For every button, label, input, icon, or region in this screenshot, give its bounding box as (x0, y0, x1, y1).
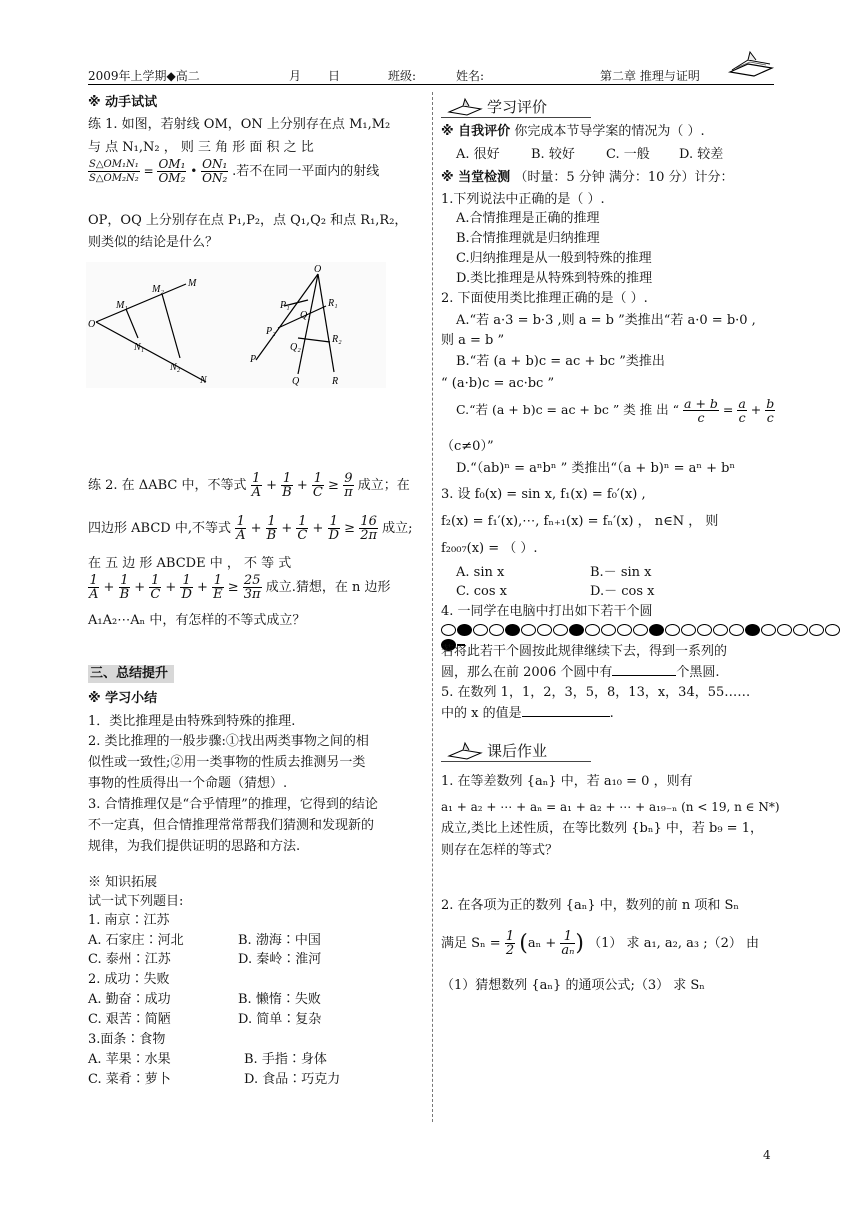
f-den: D (181, 587, 192, 602)
fig-label-o: O (88, 319, 96, 330)
q1-option: B.合情推理就是归纳推理 (456, 231, 600, 246)
ext-q3-option: D. 食品∶巧克力 (244, 1072, 341, 1087)
q4-line1: 4. 一同学在电脑中打出如下若干个圆 (441, 604, 653, 619)
ex2-line4 (88, 574, 391, 601)
f-num: 1 (180, 574, 192, 588)
f-num: 1 (328, 515, 340, 529)
ex2-l1-tail: 成立；在 (357, 478, 410, 493)
hw1-line1: 1. 在等差数列 {aₙ} 中，若 a₁₀ = 0 ，则有 (441, 774, 693, 789)
header-day: 日 (328, 69, 341, 83)
frac-on-num: ON₁ (202, 157, 228, 171)
q2-option-a1: A.“若 a·3 = b·3 ,则 a = b ”类推出“若 a·0 = b·0 , (456, 313, 756, 328)
summary-title: ※ 学习小结 (88, 691, 158, 706)
geq: ≥ (344, 521, 356, 536)
ext-q2-option: B. 懒惰∶失败 (238, 992, 321, 1007)
fig-label-p2: P₂ (266, 326, 276, 337)
book-icon (722, 48, 780, 80)
circle-empty (793, 624, 808, 636)
summary-line: 不一定真，但合情推理常常帮我们猜测和发现新的 (88, 818, 375, 833)
header-chapter: 第二章 推理与证明 (600, 69, 700, 83)
circle-empty (537, 624, 552, 636)
hw2-line2: 满足 Sₙ = $\frac{1}{2}$ (aₙ + $\frac{1}{\text{aₙ}}$ ) （1） 求 a₁, a₂, a₃ ;（2） 由 (441, 929, 760, 958)
q5-line1: 5. 在数列 1，1，2，3，5，8，13，x，34，55…… (441, 685, 751, 700)
ext-q1-option: A. 石家庄∶河北 (88, 933, 184, 948)
section-summary-heading: 三、总结提升 (88, 665, 174, 683)
q2-c-frac2-num: a (738, 396, 746, 411)
fig-label-p: P (250, 354, 257, 365)
q4-line3-tail: 个黑圆. (676, 665, 720, 680)
q3-line2: f₂(x) = f₁′(x),⋯, fₙ₊₁(x) = fₙ′(x) ， n∈N ， 则 (441, 514, 719, 529)
ext-q3: 3.面条∶食物 (88, 1032, 166, 1047)
fig-label-m1: M₁ (116, 300, 128, 311)
q3-line3: f₂₀₀₇(x) = （ ）. (441, 541, 538, 556)
ex2-l1-text: 练 2. 在 ΔABC 中，不等式 (88, 478, 247, 493)
fig-label-o2: O (314, 264, 322, 275)
banner-underline (441, 761, 591, 762)
ex2-l2-tail: 成立; (382, 521, 413, 536)
ex1-area-ratio (88, 158, 379, 185)
fig-label-m2: M₂ (152, 284, 164, 295)
q3-option: C. cos x (456, 584, 507, 599)
q3-line1: 3. 设 f₀(x) = sin x, f₁(x) = f₀′(x) , (441, 487, 646, 502)
circle-empty (825, 624, 840, 636)
dot-sign: • (190, 164, 198, 178)
geq: ≥ (328, 478, 339, 493)
fig-label-r: R (332, 376, 339, 387)
summary-line: 似性或一致性;②用一类事物的性质去推测另一类 (88, 755, 366, 770)
q4-line2: 若将此若干个圆按此规律继续下去，得到一系列的 (441, 644, 728, 659)
circle-empty (601, 624, 616, 636)
answer-blank[interactable] (522, 704, 610, 717)
f-num: 1 (267, 514, 276, 529)
summary-line: 3. 合情推理仅是“合乎情理”的推理，它得到的结论 (88, 797, 378, 812)
fig-label-n: N (200, 375, 207, 386)
circle-empty (697, 624, 712, 636)
f-den: B (282, 485, 292, 500)
plus: + (165, 580, 177, 595)
circle-filled (649, 624, 664, 636)
fig-label-r1: R₁ (328, 298, 338, 309)
half-den: 2 (505, 943, 515, 958)
f-num: 1 (252, 471, 261, 486)
summary-line: 规律，为我们提供证明的思路和方法. (88, 839, 301, 854)
q2-c-frac2-den: c (738, 410, 746, 425)
f-num: 9 (344, 471, 353, 486)
f-num: 1 (120, 573, 129, 588)
ex1-line4: OP，OQ 上分别存在点 P₁,P₂，点 Q₁,Q₂ 和点 R₁,R₂， (88, 213, 408, 228)
ext-q2-option: D. 简单∶复杂 (238, 1012, 322, 1027)
f-num: 1 (213, 573, 222, 588)
plus: + (266, 478, 278, 493)
q2-c-frac1-den: c (697, 410, 705, 425)
frac-om-num: OM₁ (158, 157, 186, 171)
ex1-line1: 练 1. 如图，若射线 OM，ON 上分别存在点 M₁,M₂ (88, 117, 391, 132)
f-num: 1 (282, 471, 292, 486)
self-eval-option: C. 一般 (606, 147, 650, 162)
circle-empty (665, 624, 680, 636)
circle-empty (489, 624, 504, 636)
circle-empty (633, 624, 648, 636)
q5-line2-tail: . (609, 706, 614, 721)
q1-stem: 1.下列说法中正确的是（ ）. (441, 192, 605, 207)
hw2-line1: 2. 在各项为正的数列 {aₙ} 中，数列的前 n 项和 Sₙ (441, 898, 740, 913)
ext-q2: 2. 成功∶失败 (88, 972, 170, 987)
hw2-tail: （1） 求 a₁, a₂, a₃ ;（2） 由 (588, 936, 760, 951)
ex1-line2: 与 点 N₁,N₂ ， 则 三 角 形 面 积 之 比 (88, 140, 314, 155)
q2-option-b2: “ (a·b)c = ac·bc ” (441, 376, 555, 391)
page-number: 4 (763, 1148, 771, 1162)
circle-empty (777, 624, 792, 636)
banner-eval-title: 学习评价 (487, 98, 548, 116)
fig-label-p1: P₁ (280, 300, 290, 311)
ex2-line1 (88, 472, 410, 499)
f-num: 1 (236, 514, 245, 529)
q3-option: D.－ cos x (590, 584, 655, 599)
q2-c-frac3-den: c (766, 410, 774, 425)
inner-num: 1 (560, 930, 575, 944)
fig-label-q: Q (292, 376, 300, 387)
q3-option: B.－ sin x (590, 565, 652, 580)
ex2-line3: 在 五 边 形 ABCDE 中 ， 不 等 式 (88, 556, 292, 571)
ex2-l2-text: 四边形 ABCD 中,不等式 (88, 521, 231, 536)
header-semester: 2009年上学期◆高二 (88, 69, 200, 83)
f-den: A (236, 528, 246, 543)
extension-intro: 试一试下列题目: (88, 894, 184, 909)
fig-label-q2: Q₂ (290, 342, 301, 353)
f-den: C (312, 485, 323, 500)
plus: + (134, 580, 146, 595)
self-eval-option: A. 很好 (456, 147, 500, 162)
f-num: 1 (313, 471, 323, 486)
ex1-line3-tail: .若不在同一平面内的射线 (232, 164, 380, 179)
ext-q3-option: A. 苹果∶水果 (88, 1052, 171, 1067)
self-eval-option: B. 较好 (531, 147, 575, 162)
geq: ≥ (227, 580, 239, 595)
q1-option: A.合情推理是正确的推理 (456, 211, 600, 226)
f-den: C (297, 528, 308, 543)
self-eval-option: D. 较差 (679, 147, 724, 162)
ex1-line5: 则类似的结论是什么？ (88, 235, 219, 250)
circle-empty (681, 624, 696, 636)
circle-filled (745, 624, 760, 636)
f-num: 16 (360, 514, 377, 529)
q1-option: D.类比推理是从特殊到特殊的推理 (456, 271, 653, 286)
equals-sign: = (143, 164, 154, 178)
book-icon (445, 740, 485, 760)
f-den: B (266, 528, 277, 543)
plus: + (250, 521, 262, 536)
q2-option-c2: （c≠0）” (441, 439, 494, 454)
hw1-line2: a₁ + a₂ + ⋯ + aₙ = a₁ + a₂ + ⋯ + a₁₉₋ₙ (n < 19, n ∈ N*) (441, 800, 780, 814)
ex2-line2 (88, 515, 413, 542)
header-month: 月 (289, 69, 302, 83)
f-num: 1 (298, 514, 307, 529)
f-den: C (150, 587, 161, 602)
f-den: 3π (243, 587, 261, 602)
q1-option: C.归纳推理是从一般到特殊的推理 (456, 251, 652, 266)
q2-c-text: C.“若 (a + b)c = ac + bc ” 类 推 出 “ (456, 402, 680, 417)
frac-area-num: S△OM₁N₁ (89, 159, 139, 170)
summary-line: 2. 类比推理的一般步骤:①找出两类事物之间的相 (88, 734, 369, 749)
ext-q2-option: A. 勤奋∶成功 (88, 992, 171, 1007)
q2-option-a2: 则 a = b ” (441, 333, 505, 348)
ext-q3-option: B. 手指∶身体 (244, 1052, 327, 1067)
section-try-title: ※ 动手试试 (88, 95, 158, 110)
self-eval-question: 你完成本节导学案的情况为（ ）. (514, 124, 705, 139)
half-num: 1 (505, 929, 515, 944)
f-den: π (344, 485, 353, 500)
circle-empty (617, 624, 632, 636)
ext-q1: 1. 南京∶江苏 (88, 913, 170, 928)
ext-q2-option: C. 艰苦∶简陋 (88, 1012, 171, 1027)
frac-om-den: OM₂ (158, 171, 186, 185)
answer-blank[interactable] (612, 663, 676, 676)
hw1-line3: 成立,类比上述性质，在等比数列 {bₙ} 中，若 b₉ = 1， (441, 821, 763, 836)
test-title-row (441, 169, 734, 186)
ext-q1-option: C. 泰州∶江苏 (88, 952, 171, 967)
f-den: A (89, 587, 99, 602)
circle-filled (457, 624, 472, 636)
banner-underline (441, 117, 591, 118)
summary-line: 事物的性质得出一个命题（猜想）. (88, 776, 288, 791)
hw2-text: 满足 Sₙ = (441, 936, 501, 951)
banner-learning-eval (441, 96, 601, 118)
header-class: 班级: (388, 69, 417, 83)
ext-q1-option: D. 秦岭∶淮河 (238, 952, 322, 967)
column-divider (432, 92, 433, 1122)
circle-empty (553, 624, 568, 636)
circle-filled (569, 624, 584, 636)
plus: + (281, 521, 293, 536)
f-den: E (213, 587, 223, 602)
self-eval-title: ※ 自我评价 (441, 124, 511, 139)
frac-on-den: ON₂ (202, 171, 228, 185)
q5-line2 (441, 704, 614, 722)
plus: + (103, 580, 115, 595)
ext-q1-option: B. 渤海∶中国 (238, 933, 321, 948)
page-header (88, 66, 774, 85)
f-den: 2π (360, 528, 378, 543)
circle-empty (521, 624, 536, 636)
q2-c-frac1-num: a + b (684, 396, 718, 411)
test-meta: （时量：5 分钟 满分：10 分）计分： (514, 170, 734, 185)
q4-line3-text: 圆，那么在前 2006 个圆中有 (441, 665, 613, 680)
f-den: B (119, 587, 130, 602)
hw2-line3: （1）猜想数列 {aₙ} 的通项公式;（3） 求 Sₙ (441, 978, 705, 993)
ex2-l4-tail: 成立.猜想，在 n 边形 (265, 580, 391, 595)
circle-empty (585, 624, 600, 636)
q2-stem: 2. 下面使用类比推理正确的是（ ）. (441, 291, 648, 306)
q2-option-b1: B.“若 (a + b)c = ac + bc ”类推出 (456, 354, 665, 369)
ex2-line5: A₁A₂⋯Aₙ 中，有怎样的不等式成立？ (88, 613, 306, 628)
plus: + (312, 521, 324, 536)
q3-option: A. sin x (456, 565, 505, 580)
banner-homework-title: 课后作业 (487, 742, 548, 760)
q2-option-d: D.“（ab)ⁿ = aⁿbⁿ ” 类推出“（a + b)ⁿ = aⁿ + bⁿ (456, 461, 736, 476)
ext-q3-option: C. 菜肴∶萝卜 (88, 1072, 171, 1087)
fig-label-q1: Q₁ (300, 310, 311, 321)
f-num: 25 (243, 573, 261, 588)
banner-homework (441, 740, 601, 762)
fig-label-n2: N₂ (170, 362, 181, 373)
plus: + (197, 580, 208, 595)
f-den: A (251, 485, 261, 500)
circle-empty (729, 624, 744, 636)
f-den: D (328, 528, 339, 543)
circle-sequence (441, 622, 847, 638)
q5-line2-text: 中的 x 的值是 (441, 706, 522, 721)
f-num: 1 (151, 573, 160, 588)
q2-option-c1: C.“若 (a + b)c = ac + bc ” 类 推 出 “ $\frac{a + b}{c}$ = $\frac{a}{c}$ + $\frac{b}{c}$ (456, 396, 775, 425)
summary-line: 1．类比推理是由特殊到特殊的推理. (88, 714, 296, 729)
circle-empty (473, 624, 488, 636)
test-title: ※ 当堂检测 (441, 170, 511, 185)
fig-label-m: M (188, 278, 197, 289)
q2-c-frac3-num: b (766, 396, 775, 411)
circle-filled (505, 624, 520, 636)
circle-empty (809, 624, 824, 636)
q4-line3 (441, 663, 720, 681)
book-icon (445, 96, 485, 116)
triangle-figure (86, 262, 386, 388)
frac-area-den: S△OM₂N₂ (89, 173, 139, 184)
inner-den: aₙ (561, 943, 575, 958)
fig-label-r2: R₂ (332, 334, 342, 345)
plus: + (296, 478, 308, 493)
hw1-line4: 则存在怎样的等式？ (441, 843, 559, 858)
circle-empty (713, 624, 728, 636)
header-name: 姓名: (456, 69, 485, 83)
fig-label-n1: N₁ (134, 342, 145, 353)
circle-empty (761, 624, 776, 636)
extension-title: ※ 知识拓展 (88, 875, 158, 890)
circle-empty (441, 624, 456, 636)
hw2-inner: aₙ + (527, 936, 557, 951)
self-eval-row (441, 123, 705, 140)
f-num: 1 (89, 573, 98, 588)
